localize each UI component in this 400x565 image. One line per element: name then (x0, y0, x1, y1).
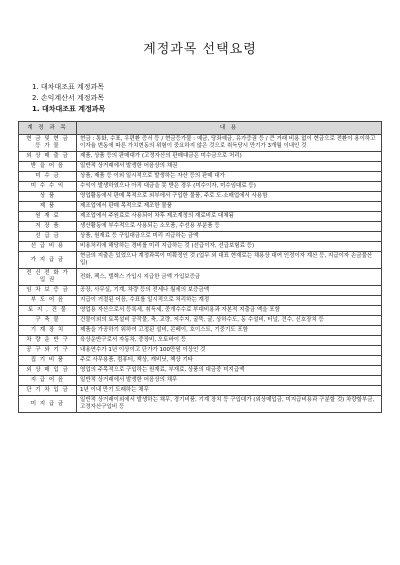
table-row (19, 356, 382, 366)
account-name: 외 상 매 입 금 (19, 366, 77, 376)
account-name: 집 기 비 품 (19, 356, 77, 366)
table-row (19, 286, 382, 296)
outline-item: 1. 대차대조표 계정과목 (32, 83, 104, 91)
account-name: 상 품 (19, 192, 77, 202)
account-description: 육상운반구로서 자동차, 중장비, 오토바이 등 (77, 336, 382, 346)
account-description: 영업의 주목적으로 구입하는 원재료, 부재료, 상품의 대금중 미지급액 (77, 366, 382, 376)
account-name: 차 량 운 반 구 (19, 336, 77, 346)
account-description: 비용처리에 해당하는 경비를 미리 지급하는 것 (선급이자, 선급보험료 등) (77, 242, 382, 252)
account-description: 주로 사무용품, 컴퓨터, 책상, 캐비닛, 책상 기타 (77, 356, 382, 366)
table-row (19, 252, 382, 269)
account-name: 토 지 , 건 물 (19, 306, 77, 316)
table-row (19, 346, 382, 356)
account-description: 일반적 상거래에서 발생한 어음상의 채권 (77, 162, 382, 172)
header-content: 내 용 (77, 122, 382, 135)
page-title: 계정과목 선택요령 (143, 42, 257, 57)
account-name: 지 급 어 음 (19, 376, 77, 386)
account-description: 일반적 상거래에서 발생한 어음상의 채무 (77, 376, 382, 386)
account-description: 제품을 가공하기 위하여 고정된 설비, 콘베이, 호이스트, 기중기도 포함 (77, 326, 382, 336)
account-description: 지급이 거절된 어음, 수표를 일시적으로 처리하는 계정 (77, 296, 382, 306)
account-name: 가 지 급 금 (19, 252, 77, 269)
account-name: 선 급 금 (19, 232, 77, 242)
account-description: 영업활동에서 판매 목적으로 외부에서 구입한 물품, 주로 도·소매업에서 사용함 (77, 192, 382, 202)
account-description: 공장, 사무실, 기계, 차량 등의 전세나 월세의 보증금액 (77, 286, 382, 296)
table-row (19, 242, 382, 252)
account-name: 임 차 보 증 금 (19, 286, 77, 296)
header-account: 계 정 과 목 (19, 122, 77, 135)
account-description: 생산활동에 부수적으로 사용되는 소모품, 수선용 부분품 등 (77, 222, 382, 232)
account-description: 현금의 지출은 있었으나 계정과목이 미확정인 것 (업무 외 대표 현재로는 채용상 대여 인정이자 계산 등, 지급이자 손금불산입) (77, 252, 382, 269)
account-description: 제조업에서 판매 목적으로 제조한 물품 (77, 202, 382, 212)
table-row (19, 366, 382, 376)
account-description: 제품, 상품 등의 판매대가 (고정자산의 판매대금은 미수금으로 처리) (77, 152, 382, 162)
account-description: 수익이 발생하였으나 아직 대금을 못 받은 경우 (미수이자, 미수임대료 등) (77, 182, 382, 192)
table-row (19, 232, 382, 242)
table-row (19, 306, 382, 316)
account-name: 원 재 료 (19, 212, 77, 222)
account-description: 영업용 자산으로서 등록세, 취득세, 중개수수료 부대비용과 자본적 지출금 액을 포함 (77, 306, 382, 316)
account-name: 단 기 차 입 금 (19, 386, 77, 396)
account-name: 저 장 품 (19, 222, 77, 232)
account-description: 전화, 팩스, 텔렉스 가입시 지급한 금액 가입보증금 (77, 269, 382, 286)
outline (32, 82, 105, 115)
table-row (19, 152, 382, 162)
table-row (19, 396, 382, 413)
account-name: 미 수 금 (19, 172, 77, 182)
table-row (19, 296, 382, 306)
account-name: 부 도 어 음 (19, 296, 77, 306)
account-description: 상품, 원재료 등 구입대금으로 미리 지급하는 금액 (77, 232, 382, 242)
account-description: 제조업에서 주원료로 사용되어 차후 제조계정의 재료비로 대체됨 (77, 212, 382, 222)
table-row (19, 269, 382, 286)
table-row (19, 326, 382, 336)
table-row (19, 135, 382, 152)
table-row (19, 222, 382, 232)
table-header-row (19, 122, 382, 135)
account-description: 내용연수가 1년 이상이고 단가가 100만원 이상인 것 (77, 346, 382, 356)
account-name: 외 상 매 출 금 (19, 152, 77, 162)
table-row (19, 386, 382, 396)
account-name: 전 신 전 화 가 입 권 (19, 269, 77, 286)
account-description: 건물이외의 토목설비 공작물, 축, 교량, 저수지, 굴뚝, 굴, 상하수도, 동 수설비, 터널, 견수, 신호장치 등 (77, 316, 382, 326)
table-row (19, 182, 382, 192)
table-row (19, 202, 382, 212)
section-heading: 1. 대차대조표 계정과목 (32, 105, 106, 113)
account-name: 공 구 와 기 구 (19, 346, 77, 356)
account-name: 현 금 및 현 금 등 가 물 (19, 135, 77, 152)
outline-item: 2. 손익계산서 계정과목 (32, 94, 104, 102)
account-name: 미 수 수 익 (19, 182, 77, 192)
table-row (19, 162, 382, 172)
account-description: 상품, 제품 등 이외 일시적으로 발생하는 자산 등의 판매 대가 (77, 172, 382, 182)
account-table (18, 121, 382, 413)
table-row (19, 212, 382, 222)
account-description: 현금 : 통화, 수표, 우편환 증서 등 / 현금등가물 : 예금, 당좌예금, 유가증권 등 / 큰 거래 비용 없이 현금으로 전환이 용이하고 이자율 변동에 따른 가치변동의 위험이 중요하지 않은 것으로 취득당시 만기가 3개월 이내인 것 (77, 135, 382, 152)
table-row (19, 192, 382, 202)
account-description: 일반적 상거래이외에서 발생하는 채무, 경기비품, 기계 장치 등 구입대가 (외상매입금, 미지급비용과 구분할 것) 차량할부금, 고정자산구입비 등 (77, 396, 382, 413)
account-name: 기 계 장 치 (19, 326, 77, 336)
account-name: 제 품 (19, 202, 77, 212)
table-row (19, 316, 382, 326)
table-row (19, 336, 382, 346)
account-name: 미 지 급 금 (19, 396, 77, 413)
account-name: 구 축 물 (19, 316, 77, 326)
account-description: 1년 이내 만기 도래하는 채무 (77, 386, 382, 396)
table-row (19, 172, 382, 182)
table-row (19, 376, 382, 386)
account-name: 받 을 어 음 (19, 162, 77, 172)
account-name: 선 급 비 용 (19, 242, 77, 252)
